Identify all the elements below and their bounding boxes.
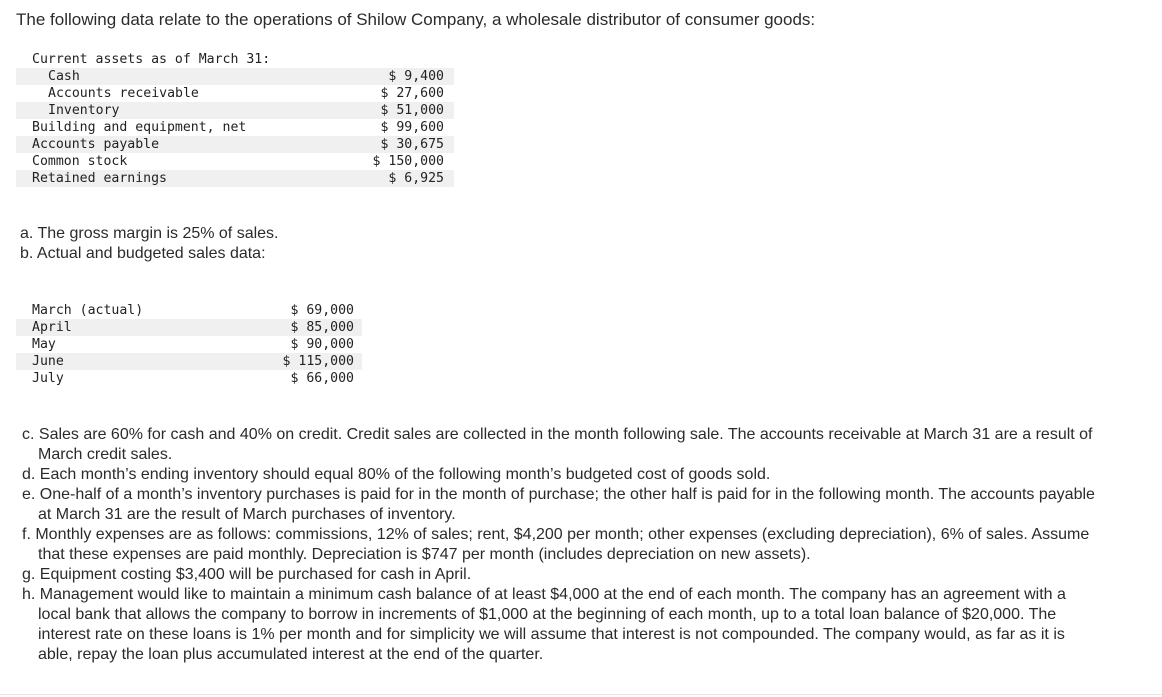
row-value: $ 66,000 bbox=[290, 371, 354, 386]
sales-table bbox=[16, 302, 362, 387]
bottom-divider bbox=[0, 694, 1162, 695]
row-label: July bbox=[32, 371, 64, 386]
note-b: b. Actual and budgeted sales data: bbox=[20, 245, 266, 262]
table-row bbox=[16, 302, 362, 319]
row-label: Inventory bbox=[48, 103, 120, 118]
row-label: March (actual) bbox=[32, 303, 144, 318]
row-label: Retained earnings bbox=[32, 171, 167, 186]
row-label: Accounts receivable bbox=[48, 86, 199, 101]
note-h: h. Management would like to maintain a minimum cash balance of at least $4,000 at the end of each month. The company has an agreement with a local bank that allows the company to borrow in increments of $1,000 at the beginning of each month, up to a total loan balance of $20,000. The interest rate on these loans is 1% per month and for simplicity we will assume that interest is not compounded. The company would, as far as it is able, repay the loan plus accumulated interest at the end of the quarter. bbox=[22, 586, 1066, 663]
table-row bbox=[16, 336, 362, 353]
table-row bbox=[16, 353, 362, 370]
table-row bbox=[16, 319, 362, 336]
row-value: $ 115,000 bbox=[282, 354, 354, 369]
row-value: $ 90,000 bbox=[290, 337, 354, 352]
note-c: c. Sales are 60% for cash and 40% on credit. Credit sales are collected in the month following sale. The accounts receivable at March 31 are a result of March credit sales. bbox=[22, 426, 1093, 463]
balance-table-header: Current assets as of March 31: bbox=[32, 52, 271, 67]
note-e: e. One-half of a month’s inventory purchases is paid for in the month of purchase; the other half is paid for in the following month. The accounts payable at March 31 are the result of March purchases of inventory. bbox=[22, 486, 1095, 523]
note-a: a. The gross margin is 25% of sales. bbox=[20, 225, 279, 242]
row-value: $ 9,400 bbox=[388, 69, 444, 84]
row-label: May bbox=[32, 337, 56, 352]
notes-ab bbox=[20, 224, 279, 264]
row-value: $ 51,000 bbox=[380, 103, 444, 118]
table-row bbox=[16, 170, 454, 187]
row-label: Accounts payable bbox=[32, 137, 160, 152]
table-row bbox=[16, 136, 454, 153]
row-label: June bbox=[32, 354, 64, 369]
balance-table bbox=[16, 51, 454, 187]
note-f: f. Monthly expenses are as follows: commissions, 12% of sales; rent, $4,200 per month; other expenses (excluding depreciation), 6% of sales. Assume that these expenses are paid monthly. Depreciation is $747 per month (includes depreciation on new assets). bbox=[22, 526, 1090, 563]
table-row bbox=[16, 85, 454, 102]
row-value: $ 99,600 bbox=[380, 120, 444, 135]
row-value: $ 150,000 bbox=[372, 154, 444, 169]
row-label: Common stock bbox=[32, 154, 128, 169]
table-row bbox=[16, 102, 454, 119]
row-label: April bbox=[32, 320, 72, 335]
notes-list bbox=[22, 425, 1097, 665]
note-d: d. Each month’s ending inventory should equal 80% of the following month’s budgeted cost of goods sold. bbox=[22, 466, 771, 483]
table-row bbox=[16, 68, 454, 85]
table-row bbox=[16, 119, 454, 136]
row-label: Building and equipment, net bbox=[32, 120, 247, 135]
row-value: $ 85,000 bbox=[290, 320, 354, 335]
row-value: $ 30,675 bbox=[380, 137, 444, 152]
table-row bbox=[16, 370, 362, 387]
row-value: $ 69,000 bbox=[290, 303, 354, 318]
row-label: Cash bbox=[48, 69, 80, 84]
intro-text: The following data relate to the operations of Shilow Company, a wholesale distributor of consumer goods: bbox=[16, 10, 816, 29]
note-g: g. Equipment costing $3,400 will be purchased for cash in April. bbox=[22, 566, 472, 583]
table-row bbox=[16, 153, 454, 170]
row-value: $ 27,600 bbox=[380, 86, 444, 101]
row-value: $ 6,925 bbox=[388, 171, 444, 186]
